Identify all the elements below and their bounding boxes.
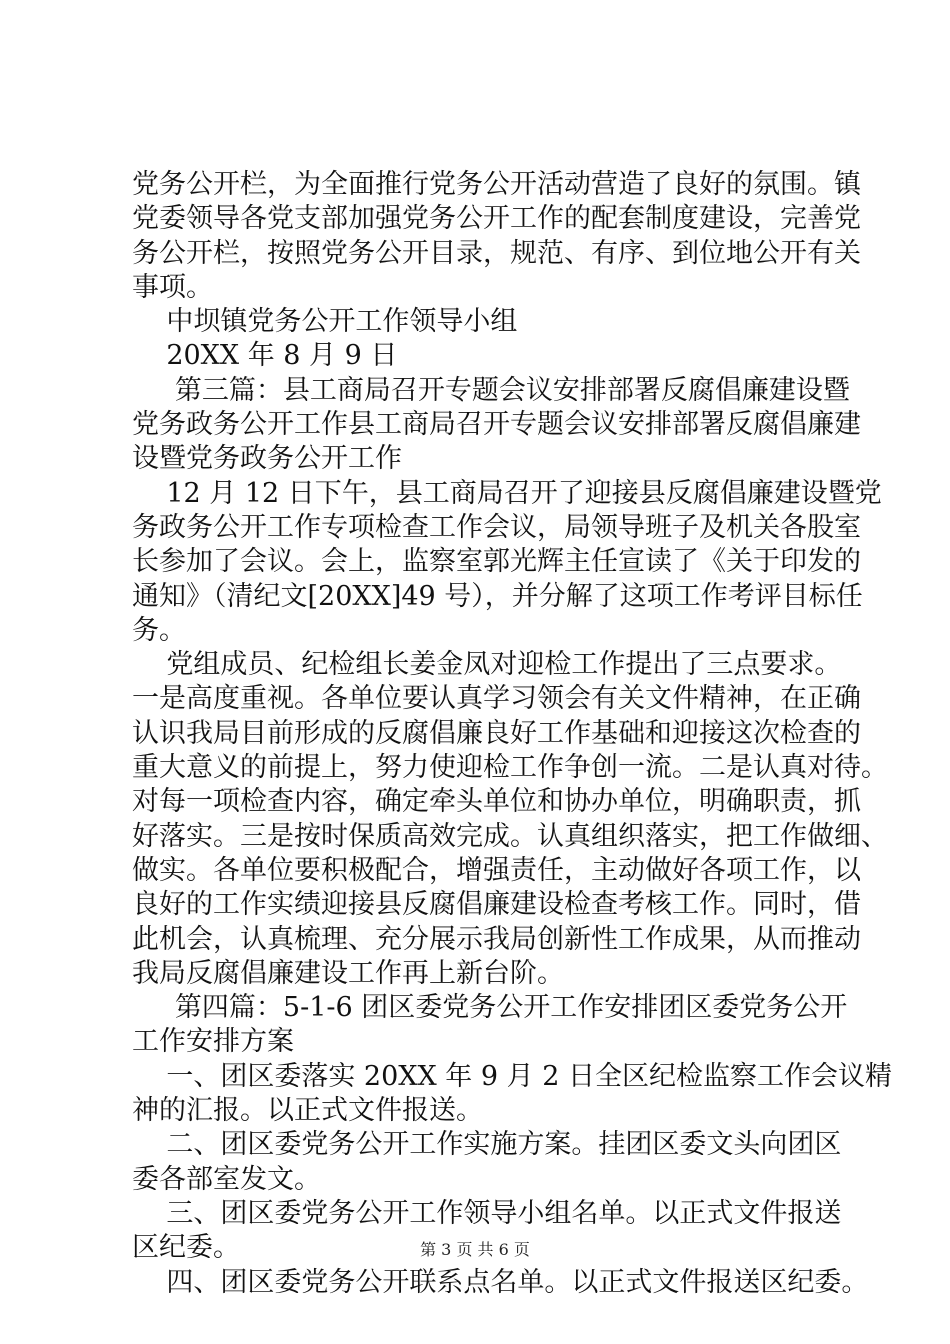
text-line: 良好的工作实绩迎接县反腐倡廉建设检查考核工作。同时，借 — [132, 889, 861, 921]
text-line: 三、团区委党务公开工作领导小组名单。以正式文件报送 — [132, 1197, 842, 1229]
text-line: 委各部室发文。 — [132, 1163, 321, 1195]
text-line: 党组成员、纪检组长姜金凤对迎检工作提出了三点要求。 — [132, 649, 842, 681]
text-line: 四、团区委党务公开联系点名单。以正式文件报送区纪委。 — [132, 1266, 869, 1298]
text-line: 对每一项检查内容，确定牵头单位和协办单位，明确职责，抓 — [132, 786, 861, 818]
text-line: 12 月 12 日下午，县工商局召开了迎接县反腐倡廉建设暨党 — [132, 477, 882, 509]
text-line: 通知》（清纪文[20XX]49 号），并分解了这项工作考评目标任 — [132, 580, 863, 612]
text-line: 好落实。三是按时保质高效完成。认真组织落实，把工作做细、 — [132, 820, 888, 852]
text-line: 神的汇报。以正式文件报送。 — [132, 1095, 483, 1127]
text-line: 此机会，认真梳理、充分展示我局创新性工作成果，从而推动 — [132, 923, 861, 955]
text-line: 务公开栏，按照党务公开目录，规范、有序、到位地公开有关 — [132, 237, 861, 269]
text-line: 中坝镇党务公开工作领导小组 — [132, 306, 518, 338]
text-line: 工作安排方案 — [132, 1026, 294, 1058]
text-line: 20XX 年 8 月 9 日 — [132, 340, 398, 372]
text-line: 重大意义的前提上，努力使迎检工作争创一流。二是认真对待。 — [132, 752, 888, 784]
text-line: 一是高度重视。各单位要认真学习领会有关文件精神，在正确 — [132, 683, 861, 715]
text-line: 务。 — [132, 614, 186, 646]
text-line: 第三篇：县工商局召开专题会议安排部署反腐倡廉建设暨 — [132, 374, 850, 406]
text-line: 区纪委。 — [132, 1232, 240, 1264]
page-footer: 第 3 页 共 6 页 — [420, 1240, 530, 1259]
text-line: 党委领导各党支部加强党务公开工作的配套制度建设，完善党 — [132, 203, 861, 235]
text-line: 党务政务公开工作县工商局召开专题会议安排部署反腐倡廉建 — [132, 409, 861, 441]
text-line: 设暨党务政务公开工作 — [132, 443, 402, 475]
text-line: 务政务公开工作专项检查工作会议，局领导班子及机关各股室 — [132, 511, 861, 543]
text-line: 我局反腐倡廉建设工作再上新台阶。 — [132, 957, 564, 989]
text-line: 一、团区委落实 20XX 年 9 月 2 日全区纪检监察工作会议精 — [132, 1060, 892, 1092]
text-line: 做实。各单位要积极配合，增强责任，主动做好各项工作，以 — [132, 854, 861, 886]
document-body — [132, 168, 892, 1300]
text-line: 党务公开栏，为全面推行党务公开活动营造了良好的氛围。镇 — [132, 169, 861, 200]
text-line: 事项。 — [132, 271, 213, 303]
text-line: 长参加了会议。会上，监察室郭光辉主任宣读了《关于印发的 — [132, 546, 861, 578]
text-line: 二、团区委党务公开工作实施方案。挂团区委文头向团区 — [132, 1129, 842, 1161]
text-line: 第四篇：5-1-6 团区委党务公开工作安排团区委党务公开 — [132, 992, 848, 1024]
text-line: 认识我局目前形成的反腐倡廉良好工作基础和迎接这次检查的 — [132, 717, 861, 749]
